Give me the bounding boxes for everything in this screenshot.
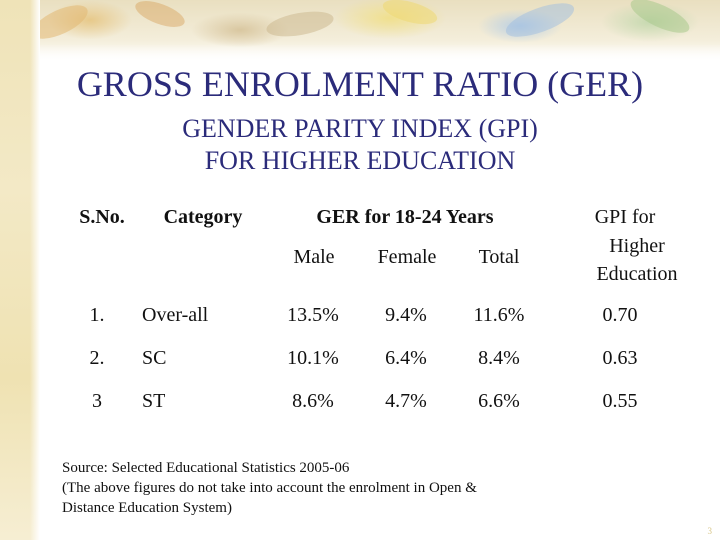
- table-cell-sno: 2.: [89, 347, 105, 369]
- page-number: 3: [707, 526, 712, 536]
- slide-subtitle-line2: FOR HIGHER EDUCATION: [204, 146, 516, 175]
- table-cell-female: 9.4%: [385, 304, 427, 326]
- leaf-decoration-icon: [0, 0, 720, 62]
- header-gpi-line2: Higher: [609, 235, 665, 257]
- table-cell-male: 10.1%: [287, 347, 339, 369]
- table-cell-category: Over-all: [142, 304, 209, 326]
- source-footnote: [62, 458, 682, 518]
- table-cell-total: 11.6%: [473, 304, 525, 326]
- table-cell-female: 6.4%: [385, 347, 427, 369]
- table-cell-male: 8.6%: [292, 390, 334, 412]
- table-cell-gpi: 0.70: [602, 304, 638, 326]
- header-gpi-line3: Education: [596, 263, 678, 285]
- table-cell-category: SC: [142, 347, 167, 369]
- slide-subtitle-line1: GENDER PARITY INDEX (GPI): [182, 114, 538, 143]
- source-line: Source: Selected Educational Statistics 2005-06: [62, 460, 350, 476]
- table-cell-female: 4.7%: [385, 390, 427, 412]
- table-cell-sno: 1.: [89, 304, 105, 326]
- header-female: Female: [377, 246, 437, 268]
- header-male: Male: [293, 246, 335, 268]
- header-sno: S.No.: [79, 206, 125, 228]
- header-ger-group: GER for 18-24 Years: [316, 206, 494, 228]
- table-cell-gpi: 0.55: [602, 390, 638, 412]
- header-gpi-line1: GPI for: [594, 206, 656, 228]
- header-category: Category: [163, 206, 243, 228]
- table-cell-male: 13.5%: [287, 304, 339, 326]
- table-cell-total: 6.6%: [478, 390, 520, 412]
- note-line: Distance Education System): [62, 500, 232, 516]
- table-cell-gpi: 0.63: [602, 347, 638, 369]
- table-cell-category: ST: [142, 390, 166, 412]
- slide-title: GROSS ENROLMENT RATIO (GER): [76, 64, 644, 104]
- table-cell-sno: 3: [92, 390, 102, 412]
- header-total: Total: [478, 246, 520, 268]
- decorative-top-banner: [0, 0, 720, 62]
- note-line: (The above figures do not take into account the enrolment in Open &: [62, 480, 477, 496]
- table-cell-total: 8.4%: [478, 347, 520, 369]
